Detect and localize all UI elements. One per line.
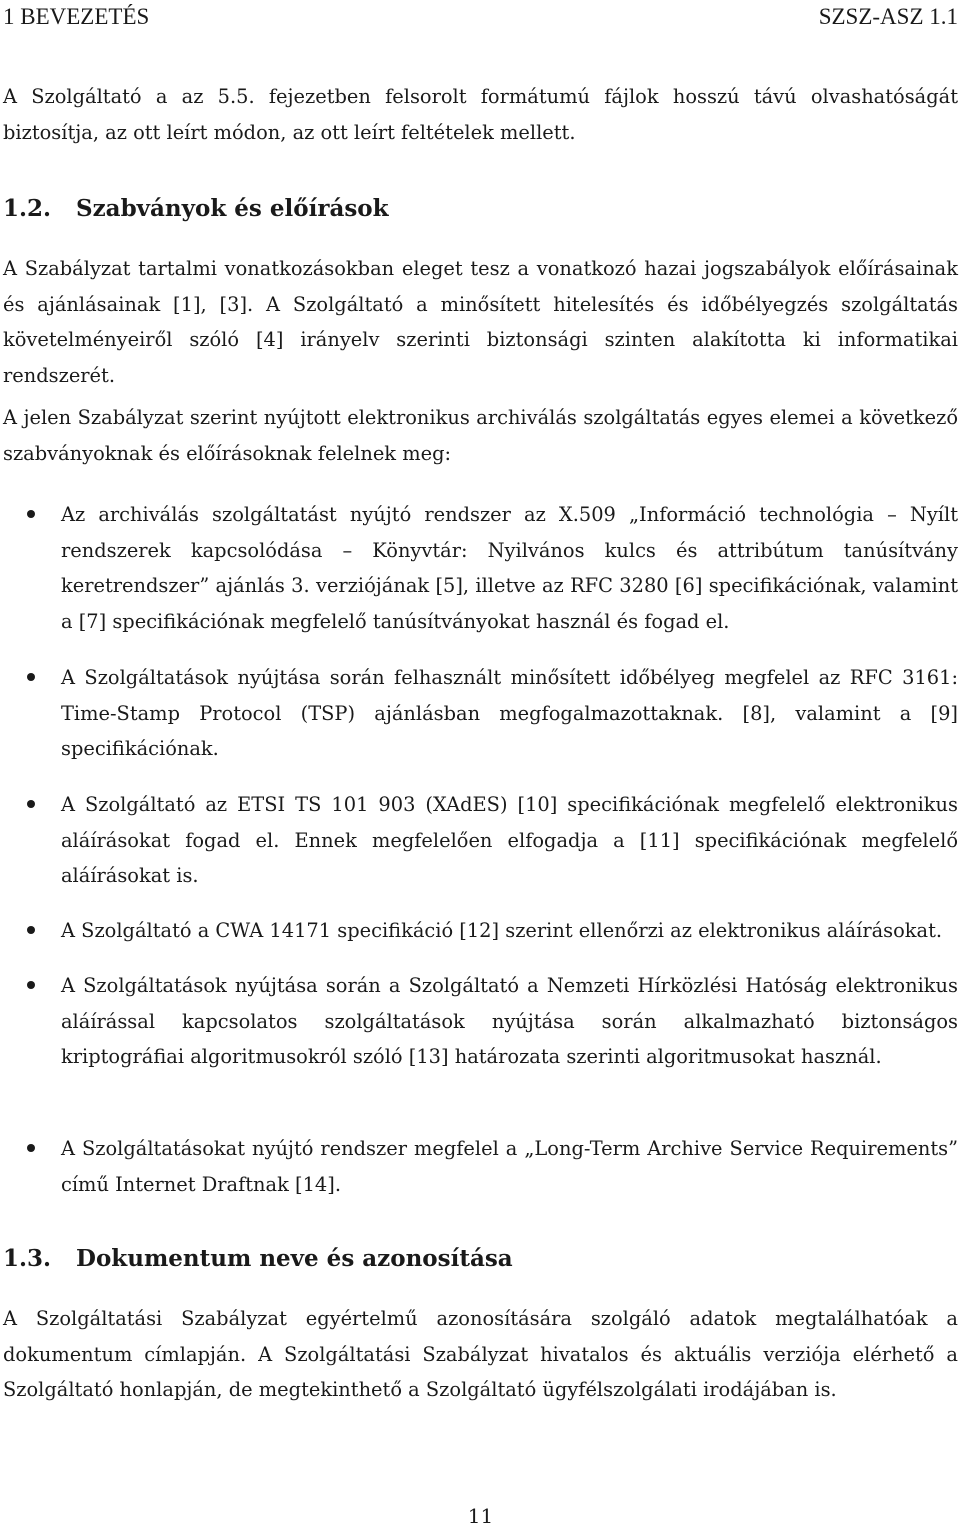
- list-item: [3, 660, 958, 767]
- section-heading-1-3: [3, 1244, 958, 1274]
- section-1-2-paragraph-1: A Szabályzat tartalmi vonatkozásokban eleget tesz a vonatkozó hazai jogszabályok előírásainak és ajánlásainak [1], [3]. A Szolgáltató a minősített hitelesítés és időbélyegzés szolgáltatás követelményeiről szóló [4] irányelv szerinti biztonsági szinten alakította ki informatikai rendszerét.: [3, 257, 958, 387]
- section-1-3-paragraph-1: A Szolgáltatási Szabályzat egyértelmű azonosítására szolgáló adatok megtalálhatóak a dokumentum címlapján. A Szolgáltatási Szabályzat hivatalos és aktuális verziója elérhető a Szolgáltató honlapján, de megtekinthető a Szolgáltató ügyfélszolgálati irodájában is.: [3, 1307, 958, 1401]
- bullet-icon: [27, 926, 35, 934]
- section-1-2-paragraph-2: A jelen Szabályzat szerint nyújtott elektronikus archiválás szolgáltatás egyes elemei a következő szabványoknak és előírásoknak felelnek meg:: [3, 406, 958, 465]
- section-title: Szabványok és előírások: [76, 195, 389, 222]
- list-item-text: A Szolgáltató a CWA 14171 specifikáció [12] szerint ellenőrzi az elektronikus aláírásokat.: [61, 919, 943, 942]
- document-page: [3, 0, 958, 1528]
- list-item-text: A Szolgáltató az ETSI TS 101 903 (XAdES) [10] specifikációnak megfelelő elektronikus aláírásokat fogad el. Ennek megfelelően elfogadja a [11] specifikációnak megfelelő aláírásokat is.: [61, 793, 958, 887]
- list-item: [3, 1131, 958, 1202]
- running-header: [3, 2, 958, 32]
- section-number: 1.2.: [3, 195, 52, 222]
- list-item-text: A Szolgáltatások nyújtása során a Szolgáltató a Nemzeti Hírközlési Hatóság elektronikus aláírással kapcsolatos szolgáltatások nyújtása során alkalmazható biztonságos kriptográfiai algoritmusokról szóló [13] határozata szerinti algoritmusokat használ.: [61, 974, 958, 1068]
- list-item-text: A Szolgáltatások nyújtása során felhasznált minősített időbélyeg megfelel az RFC 3161: Time-Stamp Protocol (TSP) ajánlásban megfogalmazottaknak. [8], valamint a [9] specifikációnak.: [61, 666, 958, 760]
- list-item: [3, 497, 958, 639]
- section-heading-1-2: [3, 194, 958, 224]
- section-title: Dokumentum neve és azonosítása: [76, 1245, 513, 1272]
- list-item: [3, 968, 958, 1075]
- bullet-icon: [27, 800, 35, 808]
- section-number: 1.3.: [3, 1245, 52, 1272]
- bullet-icon: [27, 510, 35, 518]
- list-item-text: A Szolgáltatásokat nyújtó rendszer megfelel a „Long-Term Archive Service Requirements” című Internet Draftnak [14].: [61, 1137, 958, 1196]
- list-item: [3, 913, 958, 949]
- list-item-text: Az archiválás szolgáltatást nyújtó rendszer az X.509 „Információ technológia – Nyílt rendszerek kapcsolódása – Könyvtár: Nyilvános kulcs és attribútum tanúsítvány keretrendszer” ajánlás 3. verziójának [5], illetve az RFC 3280 [6] specifikációnak, valamint a [7] specifikációnak megfelelő tanúsítványokat használ és fogad el.: [61, 503, 958, 633]
- list-item: [3, 787, 958, 894]
- bullet-icon: [27, 1144, 35, 1152]
- page-number: 11: [467, 1504, 494, 1528]
- intro-paragraph: A Szolgáltató a az 5.5. fejezetben felsorolt formátumú fájlok hosszú távú olvashatóságát biztosítja, az ott leírt módon, az ott leírt feltételek mellett.: [3, 85, 958, 144]
- bullet-icon: [27, 981, 35, 989]
- header-chapter: 1 BEVEZETÉS: [3, 4, 150, 29]
- bullet-icon: [27, 673, 35, 681]
- header-document-id: SZSZ-ASZ 1.1: [818, 4, 958, 29]
